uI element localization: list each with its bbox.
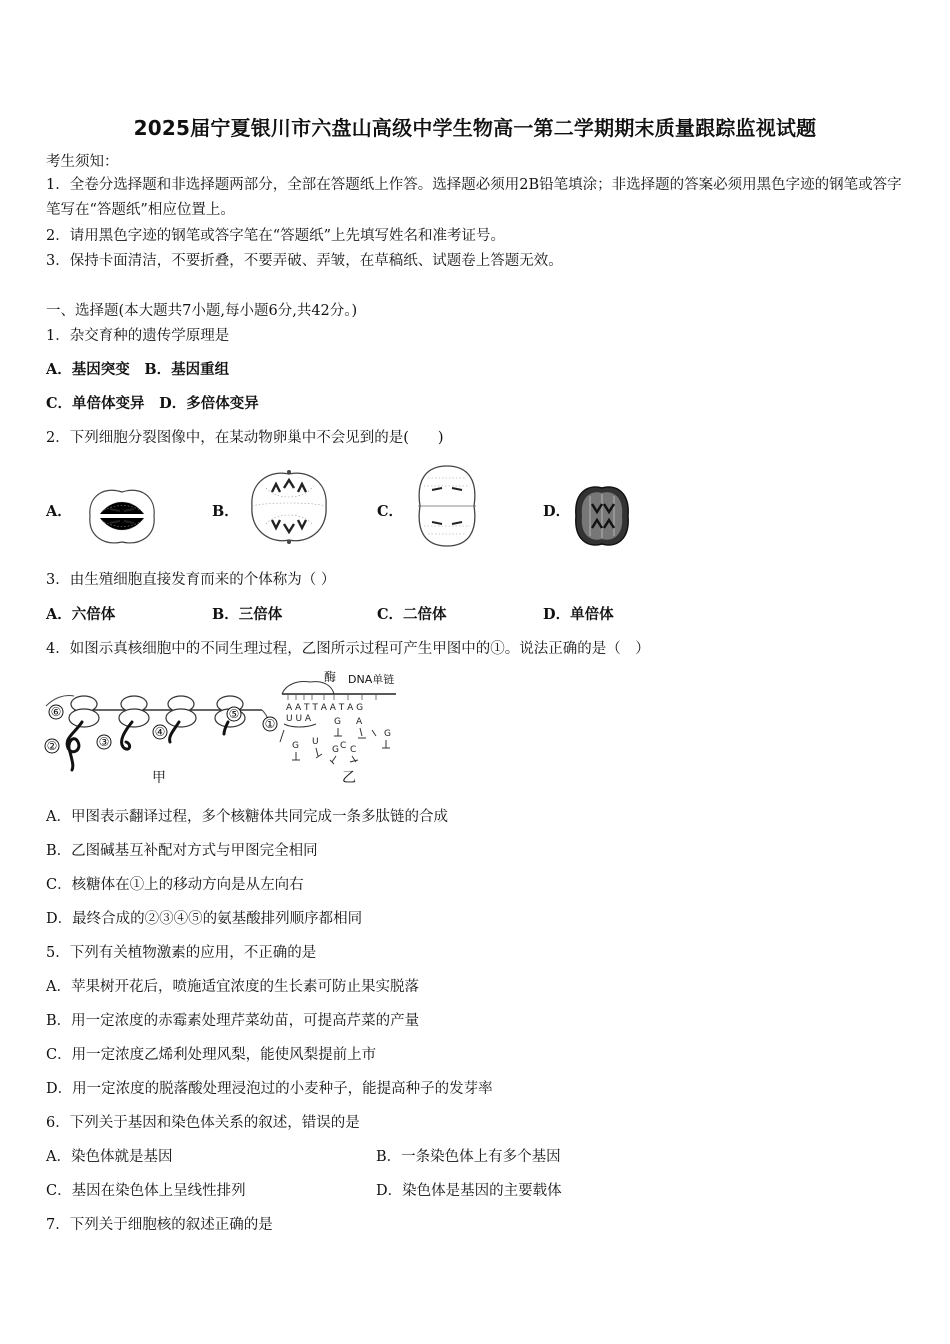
jia-mark-4: ④ (154, 725, 166, 739)
q4-option-c: C．核糖体在①上的移动方向是从左向右 (46, 877, 304, 893)
q1-stem: 1．杂交育种的遗传学原理是 (46, 328, 230, 344)
q4-option-a: A．甲图表示翻译过程，多个核糖体共同完成一条多肽链的合成 (46, 809, 448, 825)
section-heading: 一、选择题(本大题共7小题,每小题6分,共42分。) (46, 303, 358, 319)
q1-options-row-1 (46, 360, 229, 380)
yi-label: 乙 (342, 770, 356, 786)
q4-option-d: D．最终合成的②③④⑤的氨基酸排列顺序都相同 (46, 911, 363, 927)
cell-figure-c (410, 462, 484, 550)
q3-option-d: D．单倍体 (543, 606, 614, 623)
jia-mark-6: ⑥ (50, 705, 62, 719)
q4-option-b: B．乙图碱基互补配对方式与甲图完全相同 (46, 843, 318, 859)
q2-label-b: B． (212, 503, 239, 520)
q2-label-a: A． (46, 503, 72, 520)
q1-option-c: C．单倍体变异 (46, 395, 145, 412)
q1-options-row-2 (46, 394, 259, 414)
jia-mark-1: ① (264, 717, 276, 731)
translation-figure-jia (44, 690, 284, 790)
notice-heading: 考生须知： (46, 154, 119, 170)
q6-option-d: D．染色体是基因的主要载体 (376, 1183, 562, 1199)
notice-item-3: 3．保持卡面清洁，不要折叠，不要弄破、弄皱，在草稿纸、试题卷上答题无效。 (46, 253, 563, 269)
yi-top-bases: A A T T A A T A G (286, 703, 364, 713)
q3-options (46, 605, 614, 625)
notice-item-1: 1．全卷分选择题和非选择题两部分，全部在答题纸上作答。选择题必须用2B铅笔填涂；非选择题的答案必须用黑色字迹的钢笔或答字笔写在“答题纸”相应位置上。 (46, 177, 902, 218)
cell-figure-a (82, 478, 162, 550)
q2-stem: 2．下列细胞分裂图像中，在某动物卵巢中不会见到的是( ) (46, 430, 444, 446)
enzyme-label: 酶 (324, 670, 337, 684)
q2-label-c: C． (377, 503, 404, 520)
jia-label: 甲 (152, 770, 166, 786)
yi-bottom-bases: U U A (286, 714, 312, 724)
q3-option-b: B．三倍体 (212, 606, 283, 623)
q6-option-a: A．染色体就是基因 (46, 1149, 173, 1165)
q3-option-c: C．二倍体 (377, 606, 447, 623)
q2-label-d: D． (543, 503, 571, 520)
q7-stem: 7．下列关于细胞核的叙述正确的是 (46, 1217, 273, 1233)
jia-mark-2: ② (46, 739, 58, 753)
yi-free-base-2: A (356, 717, 363, 727)
q5-option-d: D．用一定浓度的脱落酸处理浸泡过的小麦种子，能提高种子的发芽率 (46, 1081, 493, 1097)
yi-free-base-3: G (292, 741, 299, 751)
q3-option-a: A．六倍体 (46, 606, 116, 623)
q6-option-c: C．基因在染色体上呈线性排列 (46, 1183, 246, 1199)
q5-option-a: A．苹果树开花后，喷施适宜浓度的生长素可防止果实脱落 (46, 979, 419, 995)
q6-option-b: B．一条染色体上有多个基因 (376, 1149, 561, 1165)
q5-option-c: C．用一定浓度乙烯利处理风梨，能使风梨提前上市 (46, 1047, 377, 1063)
cell-figure-d (570, 480, 634, 552)
q3-stem: 3．由生殖细胞直接发育而来的个体称为（ ） (46, 572, 336, 588)
q5-option-b: B．用一定浓度的赤霉素处理芹菜幼苗，可提高芹菜的产量 (46, 1013, 420, 1029)
q1-option-b: B．基因重组 (144, 361, 230, 378)
notice-item-2: 2．请用黑色字迹的钢笔或答字笔在“答题纸”上先填写姓名和准考证号。 (46, 228, 506, 244)
transcription-figure-yi (276, 668, 402, 788)
jia-mark-5: ⑤ (228, 707, 240, 721)
jia-mark-3: ③ (98, 735, 110, 749)
dna-strand-label: DNA单链 (348, 673, 395, 686)
yi-free-base-7: C (350, 745, 357, 755)
page-title: 2025届宁夏银川市六盘山高级中学生物高一第二学期期末质量跟踪监视试题 (133, 116, 817, 140)
q1-option-d: D．多倍体变异 (159, 395, 259, 412)
cell-figure-b (246, 466, 332, 548)
q1-option-a: A．基因突变 (46, 361, 130, 378)
yi-free-base-4: U (312, 737, 319, 747)
yi-free-base-1: G (334, 717, 341, 727)
yi-free-base-8: G (384, 729, 391, 739)
yi-free-base-5: G (332, 745, 339, 755)
q4-stem: 4．如图示真核细胞中的不同生理过程，乙图所示过程可产生甲图中的①。说法正确的是（ ） (46, 641, 650, 657)
yi-free-base-6: C (340, 741, 347, 751)
q6-stem: 6．下列关于基因和染色体关系的叙述，错误的是 (46, 1115, 360, 1131)
q5-stem: 5．下列有关植物激素的应用，不正确的是 (46, 945, 317, 961)
